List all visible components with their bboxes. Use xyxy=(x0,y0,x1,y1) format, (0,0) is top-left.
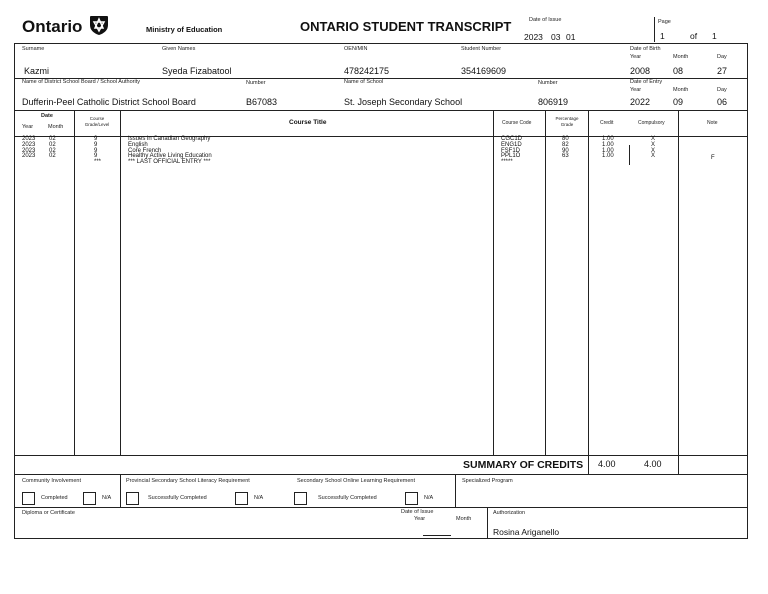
authorization-label: Authorization xyxy=(493,510,526,516)
course-compulsory: X xyxy=(651,147,656,154)
summary-credits-value: 4.00 xyxy=(598,459,616,469)
entry-month: 09 xyxy=(673,97,684,107)
course-year: 2023 xyxy=(22,141,36,148)
course-code: FSF1D xyxy=(501,147,521,154)
course-year: 2023 xyxy=(22,147,36,154)
date-of-issue-year: 2023 xyxy=(524,32,543,42)
board-number-label: Number xyxy=(246,80,266,86)
surname-value: Kazmi xyxy=(24,66,50,76)
entry-day: 06 xyxy=(717,97,728,107)
course-credit: 1.00 xyxy=(602,136,614,142)
document-title: ONTARIO STUDENT TRANSCRIPT xyxy=(300,19,512,34)
entry-day-label: Day xyxy=(717,87,727,93)
course-compulsory: X xyxy=(651,153,656,160)
course-title: Issues in Canadian Geography xyxy=(128,136,211,142)
course-compulsory: X xyxy=(651,141,656,148)
online-na-checkbox[interactable] xyxy=(405,492,418,505)
course-percentage: 63 xyxy=(562,153,569,160)
summary-of-credits-label: SUMMARY OF CREDITS xyxy=(463,459,584,471)
course-code: PPL1O xyxy=(501,153,521,160)
entry-date-label: Date of Entry xyxy=(630,79,663,85)
course-month: 02 xyxy=(49,147,56,154)
board-number-value: B67083 xyxy=(246,97,278,107)
course-grade: 9 xyxy=(94,147,98,154)
entry-month-label: Month xyxy=(673,87,689,93)
diploma-month-label: Month xyxy=(456,516,472,522)
school-number-label: Number xyxy=(538,80,558,86)
dob-day-label: Day xyxy=(717,54,727,60)
course-percentage: 80 xyxy=(562,136,569,142)
course-note: F xyxy=(711,154,715,161)
course-title: *** LAST OFFICIAL ENTRY *** xyxy=(128,159,211,166)
course-title: Healthy Active Living Education xyxy=(128,153,212,160)
school-name-label: Name of School xyxy=(344,79,384,85)
course-percentage: 82 xyxy=(562,141,569,148)
literacy-na-label: N/A xyxy=(254,495,264,501)
date-of-issue-label: Date of Issue xyxy=(529,17,562,23)
col-compulsory-header: Compulsory xyxy=(638,120,665,126)
col-pct-header: Percentage Grade xyxy=(555,116,579,127)
course-year: 2023 xyxy=(22,136,36,142)
community-completed-label: Completed xyxy=(41,495,68,501)
course-credit: 1.00 xyxy=(602,153,614,160)
date-of-issue-day: 01 xyxy=(566,32,576,42)
board-value: Dufferin-Peel Catholic District School Board xyxy=(22,97,196,107)
entry-year-label: Year xyxy=(630,87,642,93)
course-grade: *** xyxy=(94,159,102,166)
online-completed-label: Successfully Completed xyxy=(318,495,377,501)
page-label: Page xyxy=(658,19,671,25)
dob-month-label: Month xyxy=(673,54,689,60)
student-number-value: 354169609 xyxy=(461,66,507,76)
specialized-program-label: Specialized Program xyxy=(462,478,513,484)
summary-compulsory-value: 4.00 xyxy=(644,459,662,469)
course-month: 02 xyxy=(49,141,56,148)
dob-year: 2008 xyxy=(630,66,651,76)
online-na-label: N/A xyxy=(424,495,434,501)
given-names-label: Given Names xyxy=(162,46,196,52)
community-involvement-label: Community Involvement xyxy=(22,478,81,484)
col-code-header: Course Code xyxy=(502,120,532,126)
entry-year: 2022 xyxy=(630,97,651,107)
course-code: CGC1D xyxy=(501,136,523,142)
oen-label: OEN/MIN xyxy=(344,46,368,52)
trillium-logo-icon xyxy=(88,14,110,41)
col-note-header: Note xyxy=(707,120,718,126)
community-na-label: N/A xyxy=(102,495,112,501)
course-title: English xyxy=(128,141,148,148)
dob-month: 08 xyxy=(673,66,684,76)
online-learning-label: Secondary School Online Learning Requirement xyxy=(297,478,416,484)
literacy-na-checkbox[interactable] xyxy=(235,492,248,505)
course-credit: 1.00 xyxy=(602,147,614,154)
oen-value: 478242175 xyxy=(344,66,390,76)
course-code: ENG1D xyxy=(501,141,522,148)
community-na-checkbox[interactable] xyxy=(83,492,96,505)
community-completed-checkbox[interactable] xyxy=(22,492,35,505)
course-month: 02 xyxy=(49,136,56,142)
col-credit-header: Credit xyxy=(600,120,614,126)
col-month-header: Month xyxy=(48,124,64,130)
school-name-value: St. Joseph Secondary School xyxy=(344,97,463,107)
given-names-value: Syeda Fizabatool xyxy=(162,66,232,76)
course-grade: 9 xyxy=(94,136,98,142)
course-code: ***** xyxy=(501,159,513,166)
online-completed-checkbox[interactable] xyxy=(294,492,307,505)
course-credit: 1.00 xyxy=(602,141,614,148)
dob-label: Date of Birth xyxy=(630,46,661,52)
literacy-requirement-label: Provincial Secondary School Literacy Requirement xyxy=(126,478,250,484)
literacy-completed-checkbox[interactable] xyxy=(126,492,139,505)
page-total: 1 xyxy=(712,31,717,41)
col-date-header: Date xyxy=(41,113,53,119)
diploma-year-label: Year xyxy=(414,516,426,522)
dob-day: 27 xyxy=(717,66,728,76)
dob-year-label: Year xyxy=(630,54,642,60)
diploma-date-of-issue-label: Date of Issue xyxy=(401,509,434,515)
page-of-label: of xyxy=(690,31,698,41)
course-percentage: 90 xyxy=(562,147,569,154)
student-number-label: Student Number xyxy=(461,46,502,52)
course-grade: 9 xyxy=(94,141,98,148)
date-of-issue-month: 03 xyxy=(551,32,561,42)
col-grade-header: Course Grade/Level xyxy=(84,116,110,127)
surname-label: Surname xyxy=(22,46,45,52)
ministry-label: Ministry of Education xyxy=(146,25,223,34)
ontario-logo-text: Ontario xyxy=(22,17,83,36)
course-month: 02 xyxy=(49,153,56,160)
course-grade: 9 xyxy=(94,153,98,160)
course-compulsory: X xyxy=(651,136,656,142)
authorization-value: Rosina Ariganello xyxy=(493,527,560,537)
school-number-value: 806919 xyxy=(538,97,569,107)
literacy-completed-label: Successfully Completed xyxy=(148,495,207,501)
board-label: Name of District School Board / School Authority xyxy=(22,79,140,85)
course-title: Core French xyxy=(128,147,162,154)
page-number: 1 xyxy=(660,31,665,41)
diploma-label: Diploma or Certificate xyxy=(22,510,75,516)
col-title-header: Course Title xyxy=(289,119,327,126)
course-year: 2023 xyxy=(22,153,36,160)
col-year-header: Year xyxy=(22,124,34,130)
